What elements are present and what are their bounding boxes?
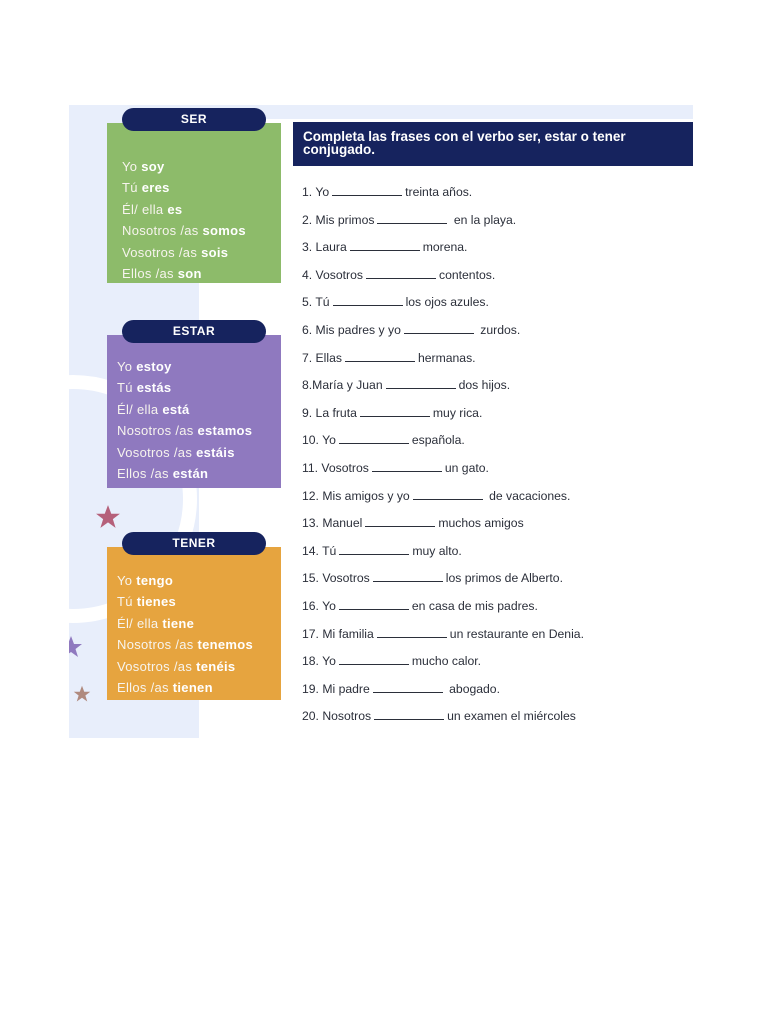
- tener-conjugation-card: [107, 547, 281, 700]
- star-icon: [95, 504, 121, 530]
- answer-blank[interactable]: [360, 406, 430, 417]
- exercise-item: 19. Mi padre abogado.: [302, 681, 500, 696]
- answer-blank[interactable]: [365, 516, 435, 527]
- conjugation-row: Él/ ella tiene: [117, 615, 195, 631]
- worksheet: [69, 105, 693, 738]
- conjugation-row: Yo soy: [122, 159, 165, 174]
- answer-blank[interactable]: [339, 433, 409, 444]
- conjugation-row: Tú eres: [122, 180, 170, 196]
- exercise-item: 6. Mis padres y yo zurdos.: [302, 323, 521, 337]
- answer-blank[interactable]: [373, 571, 443, 582]
- estar-rows: [117, 356, 252, 484]
- conjugation-row: Ellos /as tienen: [117, 679, 213, 695]
- answer-blank[interactable]: [372, 461, 442, 472]
- verb-form: estoy: [136, 359, 172, 374]
- conjugation-row: Él/ ella es: [122, 201, 183, 217]
- exercise-item: 11. Vosotros un gato.: [302, 461, 489, 475]
- verb-form: somos: [202, 223, 246, 239]
- answer-blank[interactable]: [377, 213, 447, 224]
- answer-blank[interactable]: [366, 268, 436, 279]
- verb-form: tiene: [162, 615, 195, 631]
- conjugation-row: Nosotros /as somos: [122, 223, 246, 239]
- ser-rows: [122, 156, 246, 284]
- exercise-item: 5. Tú los ojos azules.: [302, 295, 489, 310]
- conjugation-row: Vosotros /as tenéis: [117, 658, 236, 674]
- verb-form: estamos: [197, 423, 253, 439]
- answer-blank[interactable]: [333, 295, 403, 306]
- exercise-item: 1. Yo treinta años.: [302, 185, 473, 199]
- answer-blank[interactable]: [339, 544, 409, 555]
- conjugation-row: Nosotros /as tenemos: [117, 637, 254, 653]
- answer-blank[interactable]: [350, 240, 420, 251]
- exercise-item: 2. Mis primos en la playa.: [302, 212, 517, 227]
- exercise-item: 8.María y Juan dos hijos.: [302, 378, 511, 393]
- verb-form: soy: [141, 159, 165, 174]
- verb-form: eres: [141, 180, 170, 196]
- answer-blank[interactable]: [373, 682, 443, 693]
- exercise-item: 16. Yo en casa de mis padres.: [302, 599, 538, 613]
- tener-title: TENER: [122, 532, 266, 555]
- star-icon: [73, 685, 91, 703]
- conjugation-row: Ellos /as son: [122, 265, 202, 281]
- conjugation-row: Yo tengo: [117, 573, 174, 588]
- estar-title: ESTAR: [122, 320, 266, 343]
- conjugation-row: Vosotros /as sois: [122, 244, 229, 260]
- conjugation-row: Yo estoy: [117, 359, 172, 374]
- exercise-item: 10. Yo española.: [302, 433, 465, 448]
- answer-blank[interactable]: [386, 378, 456, 389]
- exercise-item: 17. Mi familia un restaurante en Denia.: [302, 626, 584, 641]
- verb-form: estás: [136, 380, 172, 396]
- tener-rows: [117, 570, 253, 698]
- estar-conjugation-card: [107, 335, 281, 488]
- exercise-item: 3. Laura morena.: [302, 240, 468, 255]
- answer-blank[interactable]: [374, 709, 444, 720]
- answer-blank[interactable]: [377, 627, 447, 638]
- answer-blank[interactable]: [345, 351, 415, 362]
- answer-blank[interactable]: [339, 599, 409, 610]
- conjugation-row: Él/ ella está: [117, 401, 190, 417]
- background-band: [199, 105, 693, 119]
- exercise-item: 14. Tú muy alto.: [302, 543, 462, 558]
- exercise-item: 9. La fruta muy rica.: [302, 405, 483, 420]
- exercise-item: 15. Vosotros los primos de Alberto.: [302, 571, 563, 586]
- verb-form: sois: [201, 244, 229, 260]
- answer-blank[interactable]: [339, 654, 409, 665]
- exercise-item: 13. Manuel muchos amigos: [302, 516, 524, 531]
- verb-form: está: [162, 401, 190, 417]
- ser-title: SER: [122, 108, 266, 131]
- exercise-item: 7. Ellas hermanas.: [302, 350, 476, 365]
- verb-form: tengo: [136, 573, 174, 588]
- verb-form: tenemos: [197, 637, 254, 653]
- star-icon: [69, 635, 83, 659]
- verb-form: están: [172, 465, 209, 481]
- conjugation-row: Tú tienes: [117, 594, 177, 610]
- conjugation-row: Ellos /as están: [117, 465, 209, 481]
- conjugation-row: Nosotros /as estamos: [117, 423, 253, 439]
- exercise-item: 20. Nosotros un examen el miércoles: [302, 709, 576, 724]
- conjugation-row: Vosotros /as estáis: [117, 444, 235, 460]
- verb-form: son: [177, 265, 202, 281]
- conjugation-row: Tú estás: [117, 380, 172, 396]
- instruction-text: Completa las frases con el verbo ser, estar o tener conjugado.: [303, 129, 626, 157]
- exercise-item: 12. Mis amigos y yo de vacaciones.: [302, 488, 571, 503]
- exercise-item: 18. Yo mucho calor.: [302, 654, 482, 669]
- verb-form: estáis: [196, 444, 235, 460]
- verb-form: es: [167, 201, 183, 217]
- exercise-item: 4. Vosotros contentos.: [302, 267, 496, 282]
- verb-form: tienen: [172, 679, 213, 695]
- answer-blank[interactable]: [332, 185, 402, 196]
- instruction-banner: [293, 122, 693, 166]
- answer-blank[interactable]: [413, 489, 483, 500]
- verb-form: tenéis: [196, 658, 236, 674]
- ser-conjugation-card: [107, 123, 281, 283]
- answer-blank[interactable]: [404, 323, 474, 334]
- verb-form: tienes: [136, 594, 177, 610]
